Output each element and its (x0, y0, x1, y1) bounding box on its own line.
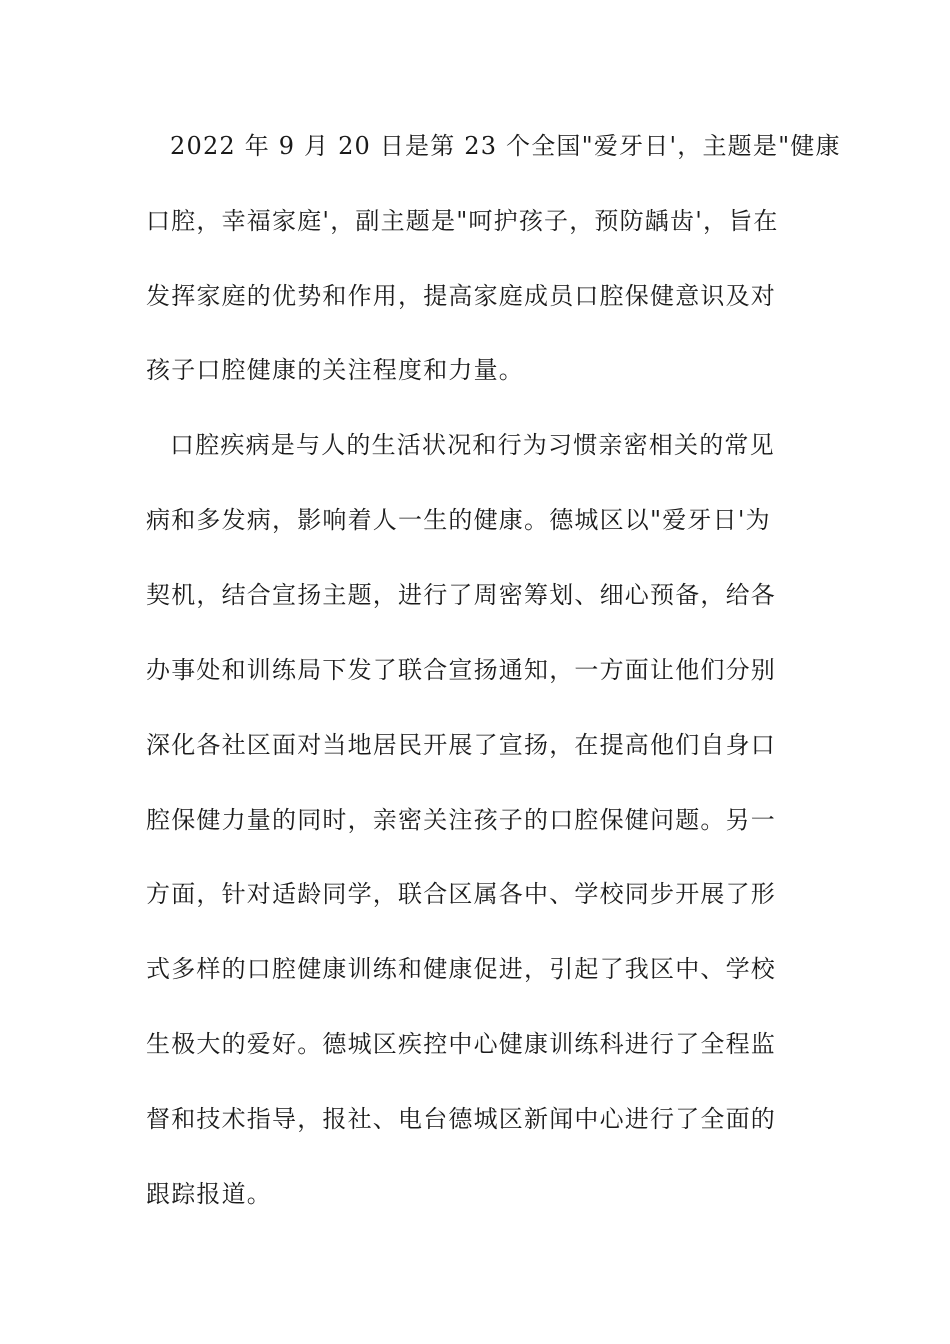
text-line: 发挥家庭的优势和作用，提高家庭成员口腔保健意识及对 (146, 282, 776, 310)
text-line: 契机，结合宣扬主题，进行了周密筹划、细心预备，给各 (146, 581, 776, 609)
text-line: 腔保健力量的同时，亲密关注孩子的口腔保健问题。另一 (146, 806, 776, 834)
text-line: 孩子口腔健康的关注程度和力量。 (146, 356, 524, 384)
text-line: 跟踪报道。 (146, 1180, 272, 1208)
text-line: 生极大的爱好。德城区疾控中心健康训练科进行了全程监 (146, 1030, 776, 1058)
text-line: 口腔，幸福家庭'，副主题是"呵护孩子，预防龋齿'，旨在 (146, 207, 779, 235)
text-line: 病和多发病，影响着人一生的健康。德城区以"爱牙日'为 (146, 506, 771, 534)
text-line: 深化各社区面对当地居民开展了宣扬，在提高他们自身口 (146, 731, 776, 759)
text-line: 督和技术指导，报社、电台德城区新闻中心进行了全面的 (146, 1105, 776, 1133)
text-line: 2022 年 9 月 20 日是第 23 个全国"爱牙日'，主题是"健康 (170, 132, 841, 160)
text-line: 口腔疾病是与人的生活状况和行为习惯亲密相关的常见 (170, 431, 775, 459)
text-line: 办事处和训练局下发了联合宣扬通知，一方面让他们分别 (146, 656, 776, 684)
text-line: 式多样的口腔健康训练和健康促进，引起了我区中、学校 (146, 955, 776, 983)
text-line: 方面，针对适龄同学，联合区属各中、学校同步开展了形 (146, 880, 776, 908)
